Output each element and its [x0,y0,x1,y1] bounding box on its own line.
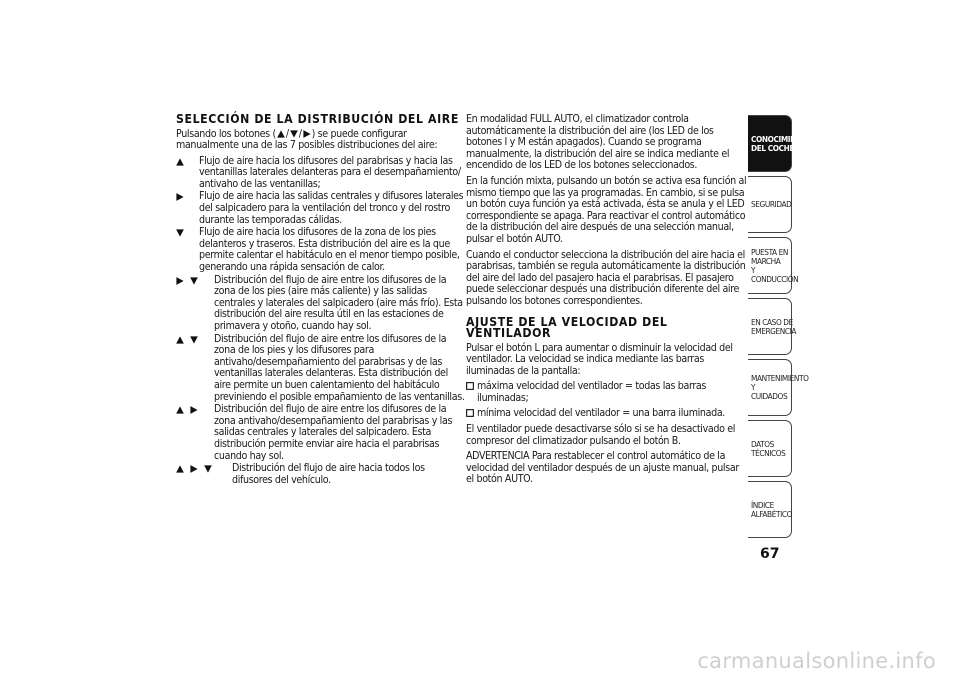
chapter-tab-line: Y CONDUCCIÓN [751,264,799,284]
right-column [466,114,748,490]
distribution-symbols [176,156,199,166]
paragraph-driver-windscreen: Cuando el conductor selecciona la distribución del aire hacia el parabrisas, también se regula automáticamente la distribución del aire del lado del pasajero hacia el parabrisas. El pasajero puede seleccionar después una distribución diferente del aire pulsando los botones correspondientes. [466,248,746,307]
chapter-tab-label [751,440,791,458]
chapter-tab-line: SEGURIDAD [751,199,792,209]
paragraph-full-auto: En modalidad FULL AUTO, el climatizador controla automáticamente la distribución del aire (los LED de los botones I y M están apagados). Cuando se programa manualmente, la distribución del aire se indica mediante el encendido de los LED de los botones seleccionados. [466,113,730,172]
distribution-item-text: Flujo de aire hacia las salidas centrales y difusores laterales del salpicadero para la ventilación del tronco y del rostro durante las temporadas cálidas. [199,190,464,226]
chapter-tab-label [751,374,809,401]
up-arrow-icon [176,465,184,473]
chapter-tab-line: DEL COCHE [751,142,795,153]
distribution-item [176,275,466,333]
distribution-item-text: Distribución del flujo de aire hacia todos los difusores del vehículo. [232,462,425,486]
chapter-tab[interactable] [748,176,792,233]
paragraph-fan-button: Pulsar el botón L para aumentar o disminuir la velocidad del ventilador. La velocidad se indica mediante las barras iluminadas de la pantalla: [466,341,733,377]
up-arrow-icon [176,406,184,414]
section-title-air-distribution: SELECCIÓN DE LA DISTRIBUCIÓN DEL AIRE [176,112,459,126]
watermark: carmanualsonline.info [697,649,936,673]
up-arrow-icon [176,336,184,344]
chapter-tab-line: ÍNDICE ALFABÉTICO [751,499,792,519]
section-title-fan-speed: AJUSTE DE LA VELOCIDAD DEL VENTILADOR [466,314,668,340]
paragraph-mixed-function: En la función mixta, pulsando un botón se activa esa función al mismo tiempo que las ya programadas. En cambio, si se pulsa un botón cuya función ya está activada, ésta se anula y el LED correspondiente se apaga. Para reactivar el control automático de la distribución del aire después de una selección manual, pulsar el botón AUTO. [466,174,747,245]
chapter-tab[interactable] [748,237,799,294]
distribution-item-text: Distribución del flujo de aire entre los difusores de la zona antivaho/desempañamiento del parabrisas y las salidas centrales y laterales del salpicadero. Esta distribución permite enviar aire hacia el parabrisas cuando hay sol. [214,403,453,462]
chapter-tab-label [751,248,798,284]
right-arrow-icon [303,130,311,138]
chapter-tab-line: EN CASO DE [751,316,793,327]
intro-paragraph: Pulsando los botones ( / / ) se puede configurar manualmente una de las 7 posibles distribuciones del aire: [176,127,438,152]
chapter-tab[interactable] [748,298,797,355]
down-arrow-icon [190,277,198,285]
page-number: 67 [760,546,780,562]
chapter-tab-label [751,200,791,209]
distribution-item [176,404,466,462]
checkbox-bullet-icon [466,381,475,404]
chapter-tab-line: CONOCIMIENTO [751,133,811,144]
left-column [176,114,466,487]
distribution-symbols [176,404,214,414]
distribution-symbols [176,227,199,237]
distribution-item [176,191,466,226]
right-arrow-icon [176,193,184,201]
chapter-tab[interactable] [748,115,811,172]
distribution-item [176,463,466,486]
distribution-item [176,334,466,404]
distribution-symbols [176,191,199,201]
distribution-item-text: Flujo de aire hacia los difusores del parabrisas y hacia las ventanillas laterales delanteras para el desempañamiento/ antivaho de las ventanillas; [199,154,461,190]
down-arrow-icon [176,229,184,237]
distribution-item-text: Distribución del flujo de aire entre los difusores de la zona de los pies y los difusores para antivaho/desempañamiento del parabrisas y de las ventanillas laterales delanteras. Esta distribución del aire permite un buen calentamiento del habitáculo previniendo el posible empañamiento de las ventanillas. [214,332,465,403]
chapter-tab-label [751,501,792,519]
checkbox-bullet-icon [466,408,475,420]
distribution-symbols [176,275,214,285]
distribution-item [176,227,466,273]
distribution-symbols [176,334,214,344]
paragraph-warning: ADVERTENCIA Para restablecer el control automático de la velocidad del ventilador después de un ajuste manual, pulsar el botón AUTO. [466,450,739,486]
chapter-tab-line: MANTENIMIENTO Y [751,373,809,392]
distribution-item-text: Flujo de aire hacia los difusores de la zona de los pies delanteros y traseros. Esta distribución del aire es la que permite calentar el habitáculo en el menor tiempo posible, generando una rápida sensación de calor. [199,226,460,274]
right-arrow-icon [190,406,198,414]
chapter-tab-line: PUESTA EN MARCHA [751,246,788,266]
chapter-tab-label [751,135,811,153]
chapter-tab-line: DATOS TÉCNICOS [751,438,786,458]
up-arrow-icon [277,130,285,138]
chapter-tab-line: CUIDADOS [751,391,788,401]
bullet-item: mínima velocidad del ventilador = una barra iluminada. [466,408,748,420]
distribution-item-text: Distribución del flujo de aire entre los difusores de la zona de los pies (aire más caliente) y las salidas centrales y laterales del salpicadero (aire más frío). Esta distribución del aire resulta útil en las estaciones de primavera y otoño, cuando hay sol. [214,273,463,332]
down-arrow-icon [204,465,212,473]
chapter-tab-line: EMERGENCIA [751,325,797,336]
chapter-tab-label [751,318,796,336]
distribution-symbols [176,463,232,473]
paragraph-fan-deactivate: El ventilador puede desactivarse sólo si se ha desactivado el compresor del climatizador pulsando el botón B. [466,423,736,447]
distribution-item [176,156,466,191]
right-arrow-icon [190,465,198,473]
distribution-list [176,156,466,487]
down-arrow-icon [190,336,198,344]
chapter-tabs [748,115,811,542]
bullet-item: máxima velocidad del ventilador = todas las barras iluminadas; [466,381,748,404]
up-arrow-icon [176,158,184,166]
chapter-tab[interactable] [748,420,792,477]
chapter-tab[interactable] [748,481,792,538]
down-arrow-icon [290,130,298,138]
chapter-tab[interactable] [748,359,809,416]
right-arrow-icon [176,277,184,285]
